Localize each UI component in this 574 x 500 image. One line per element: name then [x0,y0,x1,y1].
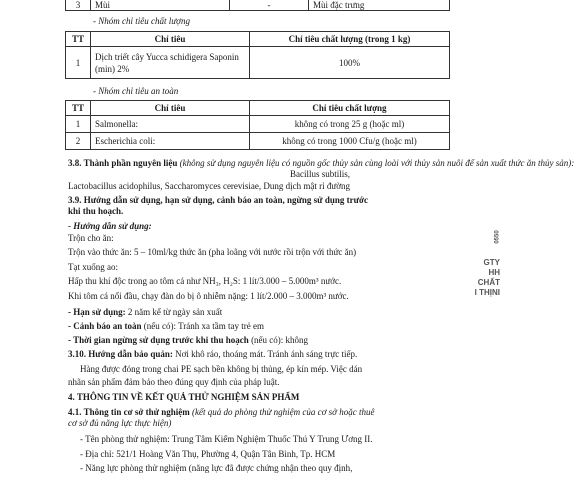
expiry-line [68,307,222,318]
table-header: Chỉ tiêu chất lượng [250,101,450,116]
section-note [68,418,171,429]
label: - Hạn sử dụng: [68,307,126,317]
table-cell: không có trong 25 g (hoặc ml) [250,116,450,133]
section-title: 3.10. Hướng dẫn bảo quản: [68,349,173,359]
usage-heading [68,221,152,232]
section-title: 3.8. Thành phần nguyên liệu [68,158,178,168]
body-text: Tạt xuống ao: [68,262,118,272]
body-text: Khi tôm cá nổi đầu, chạy đàn do bị ô nhiễm nặng: 1 lít/2.000 – 3.000m³ nước. [68,291,349,301]
body-text: Trộn vào thức ăn: 5 – 10ml/kg thức ăn (pha loãng với nước rồi trộn với thức ăn) [68,247,357,257]
quality-table [65,31,450,79]
table-cell: 1 [66,116,91,133]
subheading: - Hướng dẫn sử dụng: [68,221,152,231]
body-text: Hàng được đóng trong chai PE sạch bền không bị thủng, ép kín mép. Việc dán [80,364,363,374]
table-cell: 1 [66,47,91,79]
table-cell: Escherichia coli: [91,133,250,150]
stamp-text: GTY [483,258,500,267]
lab-capacity [80,463,352,474]
section-4-title [68,392,299,403]
stamp-number: 0550 [494,230,501,244]
table-cell: Mùi [91,0,230,11]
label: - Cảnh báo an toàn [68,321,142,331]
section-title: khi thu hoạch. [68,206,124,216]
stamp-text: I THỊNI [474,288,500,297]
table-cell: Dịch triết cây Yucca schidigera Saponin (min) 2% [91,47,250,79]
body-text: Bacillus subtilis, [290,169,351,179]
section-note: (không sử dụng nguyên liệu có nguồn gốc thủy sản cùng loài với thủy sản nuôi để sản xuất thức ăn thủy sản): [179,158,574,168]
section-title: 3.9. Hướng dẫn sử dụng, hạn sử dụng, cảnh báo an toàn, ngừng sử dụng trước [68,195,368,205]
lab-name: - Tên phòng thử nghiệm: Trung Tâm Kiểm Nghiệm Thuốc Thú Y Trung Ương II. [80,434,373,444]
warning-line [68,321,264,332]
value: 2 năm kể từ ngày sản xuất [127,307,223,317]
section-3-9-title [68,195,368,206]
table-header: TT [66,101,91,116]
body-text: Trộn cho ăn: [68,233,114,243]
safety-table [65,100,450,150]
table-header: Chỉ tiêu [91,101,250,116]
stamp-text: CHẤT [477,278,500,287]
table-header: TT [66,32,91,47]
table-cell: 100% [250,47,450,79]
value: Nơi khô ráo, thoáng mát. Tránh ánh sáng trực tiếp. [175,349,358,359]
section-title: 4. THÔNG TIN VỀ KẾT QUẢ THỬ NGHIỆM SẢN PHẨM [68,392,300,402]
table-cell: 3 [66,0,91,11]
section-4-1 [68,407,374,418]
note-text: cơ sở đủ năng lực thực hiện) [68,418,172,428]
body-text: Lactobacillus acidophilus, Saccharomyces cerevisiae, Dung dịch mật rỉ đường [68,181,351,191]
quality-section-label: - Nhóm chỉ tiêu chất lượng [93,16,190,26]
table-cell: - [230,0,309,11]
safety-section-label: - Nhóm chỉ tiêu an toàn [93,86,179,96]
section-title: 4.1. Thông tin cơ sở thử nghiệm [68,407,190,417]
value: (nếu có): không [251,335,309,345]
table-top [65,0,450,11]
stop-line [68,335,308,346]
table-cell: Salmonella: [91,116,250,133]
lab-capacity-text: - Năng lực phòng thử nghiệm (năng lực đã được chứng nhận theo quy định, [80,463,353,473]
table-cell: không có trong 1000 Cfu/g (hoặc ml) [250,133,450,150]
body-text: nhãn sản phẩm đảm bảo theo đúng quy định của pháp luật. [68,377,280,387]
table-header: Chỉ tiêu [91,32,250,47]
section-3-9-title-cont [68,206,123,217]
label: - Thời gian ngừng sử dụng trước khi thu hoạch [68,335,249,345]
table-header: Chỉ tiêu chất lượng (trong 1 kg) [250,32,450,47]
table-cell: 2 [66,133,91,150]
lab-address: - Địa chỉ: 521/1 Hoàng Văn Thụ, Phường 4, Quận Tân Bình, Tp. HCM [80,449,336,459]
body-text: Hấp thu khí độc trong ao tôm cá như NH₃, H₂S: 1 lít/3.000 – 5.000m³ nước. [68,276,342,286]
section-3-10 [68,349,357,360]
section-note: (kết quả do phòng thử nghiệm của cơ sở hoặc thuê [191,407,375,417]
table-cell: Mùi đặc trưng [309,0,450,11]
section-3-8 [68,158,574,169]
value: (nếu có): Tránh xa tầm tay trẻ em [143,321,264,331]
stamp-text: HH [488,268,500,277]
